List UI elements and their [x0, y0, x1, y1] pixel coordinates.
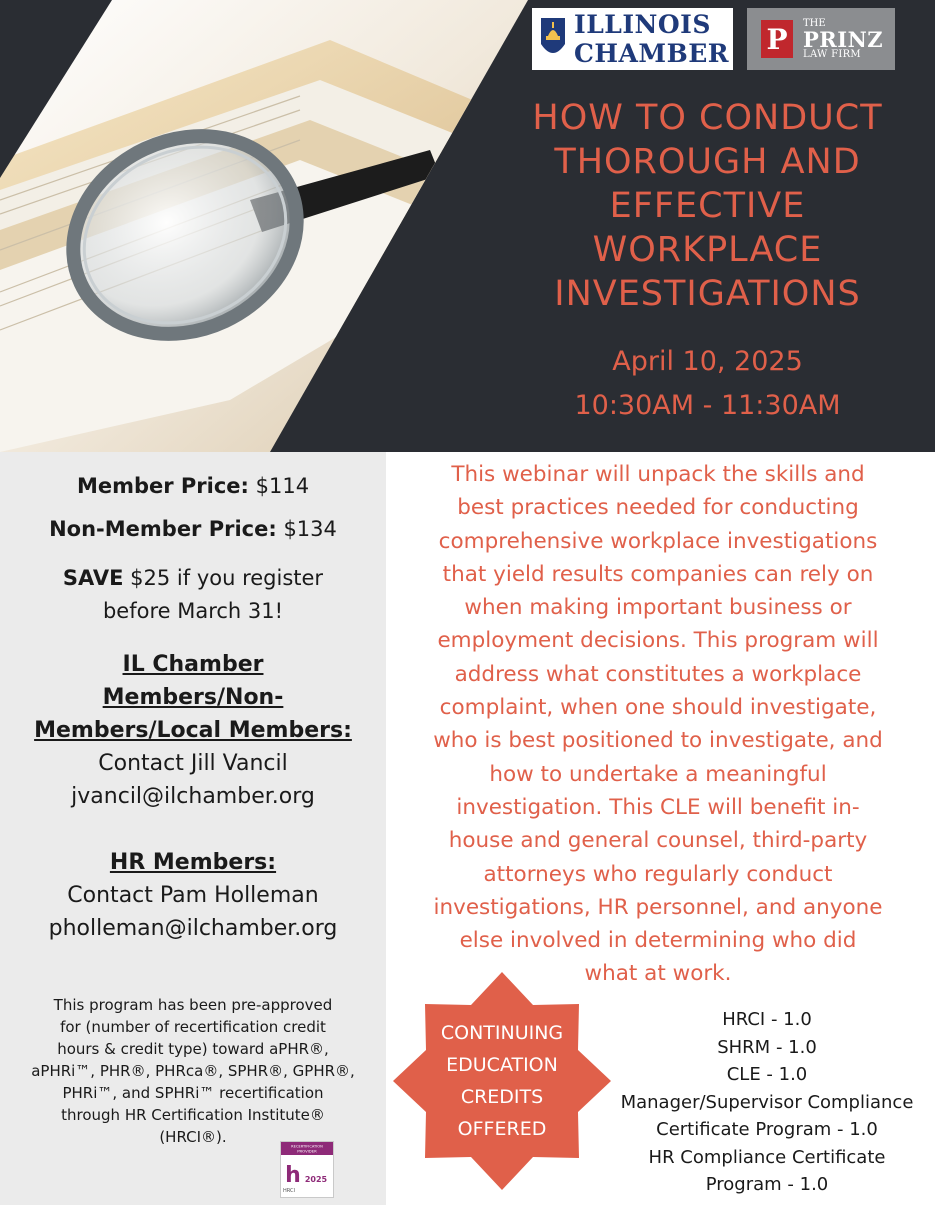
- ce-badge-line: OFFERED: [457, 1118, 547, 1140]
- desc-line: complaint, when one should investigate,: [439, 695, 877, 721]
- hrci-line: PHRi™, and SPHRi™ recertification: [62, 1084, 324, 1102]
- sponsor-logos: [532, 8, 895, 70]
- desc-line: house and general counsel, third-party: [448, 828, 868, 854]
- hrci-provider-badge: [280, 1141, 334, 1198]
- credit-item: SHRM - 1.0: [717, 1036, 817, 1058]
- credit-item: Certificate Program - 1.0: [656, 1119, 878, 1140]
- event-time: 10:30AM - 11:30AM: [574, 390, 841, 421]
- hrci-line: This program has been pre-approved: [53, 996, 333, 1014]
- ce-credits-starburst: [393, 972, 611, 1190]
- prinz-the: THE: [803, 17, 826, 29]
- save-deadline: before March 31!: [102, 599, 284, 623]
- ce-badge-line: EDUCATION: [446, 1054, 558, 1076]
- badge-year: 2025: [304, 1175, 328, 1184]
- prinz-mark: P: [761, 20, 793, 58]
- credits-list: [592, 1006, 935, 1199]
- desc-line: employment decisions. This program will: [437, 628, 879, 654]
- event-title: [480, 96, 935, 316]
- contact-heading: Members/Non-: [102, 685, 284, 710]
- desc-line: investigations, HR personnel, and anyone: [433, 894, 883, 920]
- contact-name: Contact Jill Vancil: [98, 751, 288, 776]
- credit-item: Manager/Supervisor Compliance: [620, 1091, 914, 1113]
- hrci-line: for (number of recertification credit: [60, 1018, 326, 1036]
- hrci-line: (HRCI®).: [159, 1128, 227, 1146]
- early-bird-offer: [0, 562, 386, 628]
- nonmember-price-label: Non-Member Price:: [49, 517, 277, 541]
- contact-name: Contact Pam Holleman: [67, 883, 319, 908]
- prinz-law-firm-logo: [747, 8, 895, 70]
- desc-line: who is best positioned to investigate, and: [433, 728, 883, 754]
- badge-top2: PROVIDER: [297, 1148, 317, 1154]
- credit-item: CLE - 1.0: [726, 1064, 808, 1085]
- nonmember-price: [0, 517, 386, 541]
- contact-heading: HR Members:: [109, 850, 277, 875]
- event-datetime: [480, 340, 935, 428]
- illinois-chamber-logo: [532, 8, 733, 70]
- desc-line: comprehensive workplace investigations: [438, 528, 878, 554]
- capitol-seal-icon: [538, 14, 568, 64]
- member-price: [0, 474, 386, 498]
- save-text: $25 if you register: [123, 566, 324, 590]
- hrci-line: hours & credit type) toward aPHR®,: [57, 1040, 329, 1058]
- logo-line-2: CHAMBER: [574, 39, 730, 68]
- prinz-subtitle: LAW FIRM: [803, 48, 861, 60]
- nonmember-price-value: $134: [276, 517, 337, 541]
- member-price-value: $114: [248, 474, 310, 498]
- title-line: EFFECTIVE: [609, 186, 806, 226]
- logo-line-1: ILLINOIS: [574, 10, 711, 39]
- title-line: WORKPLACE: [592, 230, 823, 270]
- desc-line: when making important business or: [464, 595, 852, 621]
- hrci-approval-text: [18, 994, 368, 1148]
- desc-line: address what constitutes a workplace: [454, 661, 862, 687]
- title-line: INVESTIGATIONS: [554, 274, 861, 314]
- title-line: THOROUGH AND: [554, 142, 861, 182]
- contact-heading: IL Chamber: [122, 652, 264, 677]
- desc-line: attorneys who regularly conduct: [483, 861, 833, 887]
- desc-line: This webinar will unpack the skills and: [451, 462, 865, 487]
- credit-item: HRCI - 1.0: [722, 1009, 812, 1030]
- contact-email-link[interactable]: jvancil@ilchamber.org: [71, 784, 315, 809]
- contact-heading: Members/Local Members:: [34, 718, 352, 743]
- desc-line: that yield results companies can rely on: [442, 561, 874, 587]
- webinar-description: [398, 458, 918, 991]
- credit-item: Program - 1.0: [705, 1174, 829, 1195]
- save-label: SAVE: [62, 566, 124, 590]
- desc-line: what at work.: [584, 961, 732, 987]
- contact-il-chamber: [0, 648, 386, 813]
- contact-email-link[interactable]: pholleman@ilchamber.org: [48, 916, 338, 941]
- credit-item: HR Compliance Certificate: [648, 1146, 886, 1168]
- member-price-label: Member Price:: [76, 474, 249, 498]
- desc-line: investigation. This CLE will benefit in-: [456, 794, 860, 820]
- hrci-line: through HR Certification Institute®: [61, 1106, 325, 1124]
- event-date: April 10, 2025: [612, 346, 803, 377]
- desc-line: how to undertake a meaningful: [489, 761, 827, 787]
- badge-mark: h: [285, 1163, 301, 1188]
- prinz-name: PRINZ: [803, 26, 884, 52]
- hrci-line: aPHRi™, PHR®, PHRca®, SPHR®, GPHR®,: [31, 1062, 355, 1080]
- ce-badge-line: CREDITS: [460, 1086, 544, 1108]
- desc-line: else involved in determining who did: [459, 928, 857, 954]
- contact-hr: [0, 846, 386, 945]
- starburst-shape: [393, 972, 611, 1190]
- title-line: HOW TO CONDUCT: [532, 98, 883, 138]
- badge-org: HRCI: [283, 1188, 295, 1194]
- ce-badge-line: CONTINUING: [440, 1022, 564, 1044]
- badge-top1: RECERTIFICATION: [291, 1144, 323, 1149]
- desc-line: best practices needed for conducting: [457, 495, 859, 521]
